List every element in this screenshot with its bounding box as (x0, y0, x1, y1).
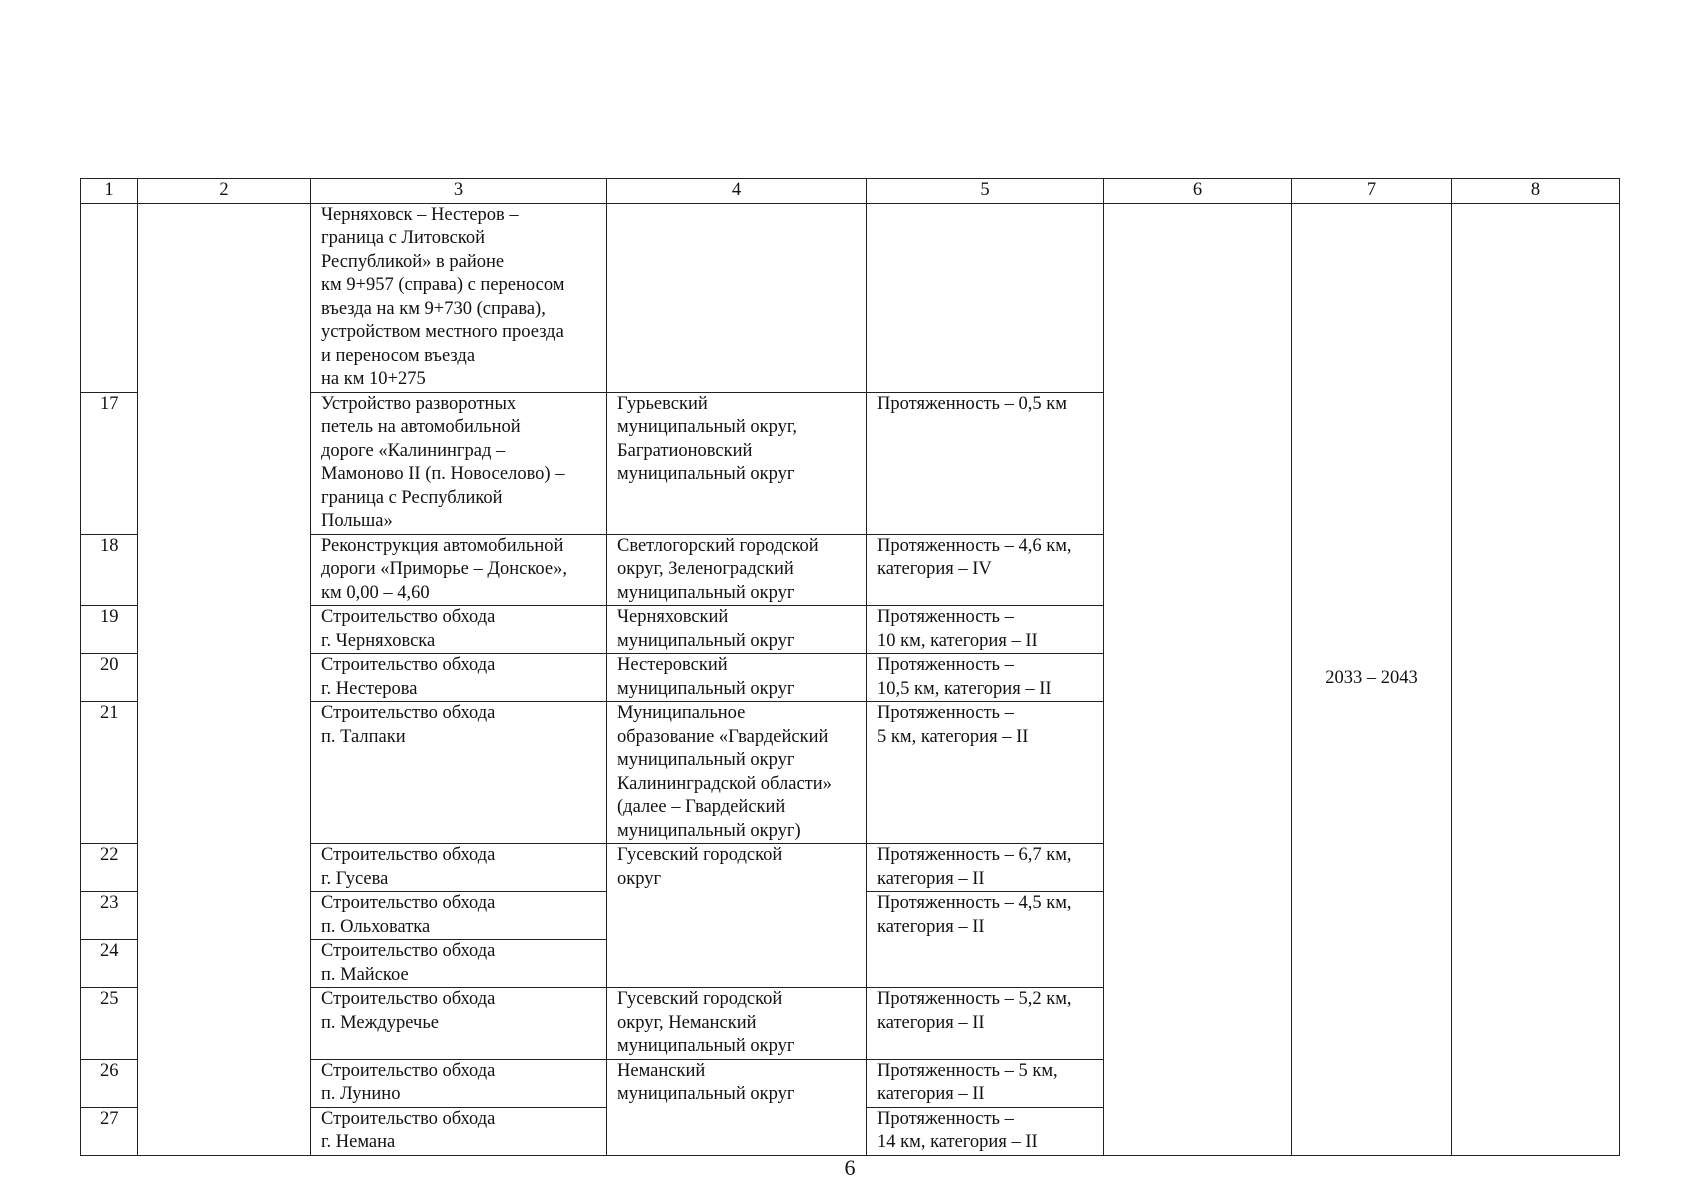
object-name: Устройство разворотных петель на автомобильной дороге «Калининград – Мамоново II (п. Новоселово) – граница с Республикой Польша» (311, 392, 607, 534)
column-header-2: 2 (138, 179, 311, 204)
column-header-3: 3 (311, 179, 607, 204)
characteristics-cell: Протяженность – 5,2 км, категория – II (867, 988, 1104, 1060)
column-header-7: 7 (1292, 179, 1452, 204)
objects-table (80, 178, 1620, 1156)
header-row (81, 179, 1620, 204)
object-name: Реконструкция автомобильной дороги «Приморье – Донское», км 0,00 – 4,60 (311, 534, 607, 606)
characteristics-cell: Протяженность – 5 км, категория – II (867, 1059, 1104, 1107)
object-name: Строительство обхода п. Майское (311, 940, 607, 988)
object-name: Строительство обхода п. Междуречье (311, 988, 607, 1060)
characteristics-cell: Протяженность – 0,5 км (867, 392, 1104, 534)
characteristics-cell: Протяженность – 10 км, категория – II (867, 606, 1104, 654)
column-8-cell (1452, 203, 1620, 1155)
municipality-cell: Неманский муниципальный округ (607, 1059, 867, 1155)
object-name: Строительство обхода п. Лунино (311, 1059, 607, 1107)
column-header-5: 5 (867, 179, 1104, 204)
object-name: Строительство обхода г. Немана (311, 1107, 607, 1155)
object-name: Строительство обхода г. Гусева (311, 844, 607, 892)
row-number (81, 203, 138, 392)
object-name: Черняховск – Нестеров – граница с Литовской Республикой» в районе км 9+957 (справа) с переносом въезда на км 9+730 (справа), устройством местного проезда и переносом въезда на км 10+275 (311, 203, 607, 392)
municipality-cell: Гусевский городской округ (607, 844, 867, 988)
object-name: Строительство обхода п. Талпаки (311, 702, 607, 844)
object-name: Строительство обхода г. Черняховска (311, 606, 607, 654)
characteristics-cell: Протяженность – 14 км, категория – II (867, 1107, 1104, 1155)
characteristics-cell: Протяженность – 6,7 км, категория – II (867, 844, 1104, 892)
characteristics-cell (867, 203, 1104, 392)
row-number: 24 (81, 940, 138, 988)
row-number: 25 (81, 988, 138, 1060)
characteristics-cell: Протяженность – 10,5 км, категория – II (867, 654, 1104, 702)
row-number: 27 (81, 1107, 138, 1155)
municipality-cell: Гусевский городской округ, Неманский муниципальный округ (607, 988, 867, 1060)
row-number: 23 (81, 892, 138, 940)
characteristics-cell: Протяженность – 4,5 км, категория – II (867, 892, 1104, 988)
characteristics-cell: Протяженность – 5 км, категория – II (867, 702, 1104, 844)
column-2-cell (138, 203, 311, 1155)
row-number: 19 (81, 606, 138, 654)
municipality-cell: Гурьевский муниципальный округ, Багратионовский муниципальный округ (607, 392, 867, 534)
period-cell: 2033 – 2043 (1292, 203, 1452, 1155)
municipality-cell: Нестеровский муниципальный округ (607, 654, 867, 702)
object-name: Строительство обхода г. Нестерова (311, 654, 607, 702)
row-number: 21 (81, 702, 138, 844)
characteristics-cell: Протяженность – 4,6 км, категория – IV (867, 534, 1104, 606)
row-number: 17 (81, 392, 138, 534)
table-row (81, 203, 1620, 392)
municipality-cell: Муниципальное образование «Гвардейский муниципальный округ Калининградской области» (далее – Гвардейский муниципальный округ) (607, 702, 867, 844)
row-number: 22 (81, 844, 138, 892)
row-number: 18 (81, 534, 138, 606)
column-header-8: 8 (1452, 179, 1620, 204)
column-header-6: 6 (1104, 179, 1292, 204)
column-6-cell (1104, 203, 1292, 1155)
row-number: 26 (81, 1059, 138, 1107)
municipality-cell (607, 203, 867, 392)
column-header-1: 1 (81, 179, 138, 204)
row-number: 20 (81, 654, 138, 702)
column-header-4: 4 (607, 179, 867, 204)
municipality-cell: Светлогорский городской округ, Зеленоградский муниципальный округ (607, 534, 867, 606)
object-name: Строительство обхода п. Ольховатка (311, 892, 607, 940)
page-number: 6 (844, 1155, 856, 1180)
municipality-cell: Черняховский муниципальный округ (607, 606, 867, 654)
